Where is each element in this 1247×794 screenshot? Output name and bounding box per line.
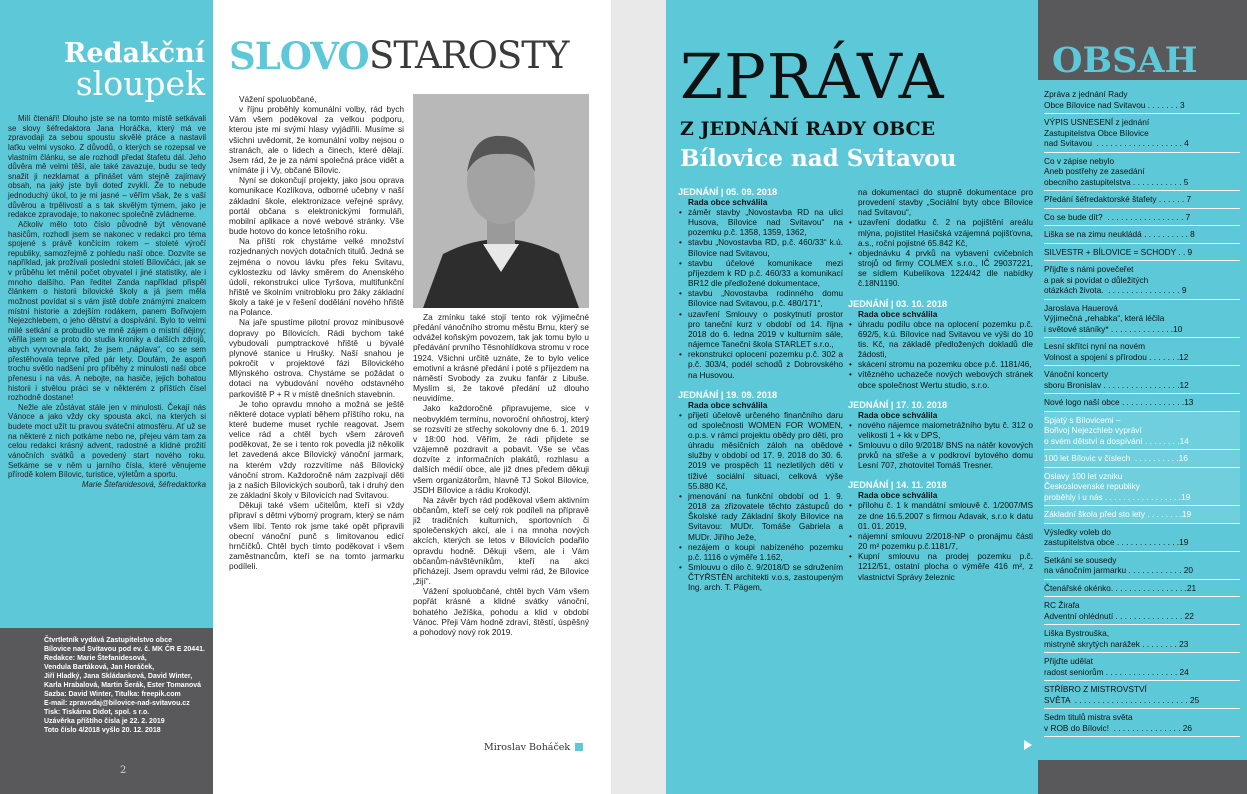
toc-entry[interactable]: Oslavy 100 let vzniku Československé republiky proběhly i u nás . . . . . . . . . . . . . . . . .19 — [1044, 468, 1240, 507]
toc-entry[interactable]: Přijďte udělat radost seniorům . . . . . . . . . . . . . . . . 24 — [1044, 653, 1240, 681]
bullet-icon: • — [849, 500, 852, 511]
toc-entry[interactable]: Přijďte s námi povečeřet a pak si povídat o důležitých otázkách života. . . . . . . . . . . . . . . . . 9 — [1044, 261, 1240, 300]
mayor-paragraph: Děkuji také všem učitelům, kteří si vždy připraví s dětmi výborný program, který se nám všem líbí. Tento rok jsme také opět připravili obecní vánoční punč s limitovanou edicí hrnčíčků. Chtěl bych tímto poděkovat i všem zaměstnancům, kteří se na tomto jarmarku podíleli. — [229, 500, 404, 572]
bullet-icon: • — [849, 318, 852, 329]
resolution-item — [848, 187, 1033, 217]
imprint-line: Bílovice nad Svitavou pod ev. č. MK ČR E 20441. — [44, 646, 205, 653]
resolution-item — [678, 542, 843, 562]
approved-heading: Rada obce schválila — [858, 490, 938, 501]
toc-entry[interactable]: Liška Bystrouška, mistryně skrytých narážek . . . . . . . . 23 — [1044, 625, 1240, 653]
bullet-icon: • — [679, 490, 682, 501]
mayor-column-2 — [413, 312, 589, 637]
editorial-title-line1: Redakční — [63, 38, 205, 69]
meeting-header: JEDNÁNÍ | 14. 11. 2018 — [848, 480, 947, 491]
imprint-line: Jiří Hladký, Jana Skládanková, David Winter, — [44, 673, 193, 680]
resolution-text: rekonstrukci oplocení pozemku p.č. 302 a p.č. 303/4, podél schodů z Dobrovského na Husovou. — [688, 349, 843, 380]
mayor-paragraph: v říjnu proběhly komunální volby, rád bych Vám všem poděkoval za velkou podporu, kterou jste mi svými hlasy vyjádřili. Musíme si všichni uvědomit, že komunální volby nejsou o stranách, ale o lidech a činech, které dělají. Jsem rád, že je za námi společná práce vidět a vnímáte ji i Vy, občané Bílovic. — [229, 104, 404, 176]
toc-entry[interactable]: Vánoční koncerty sboru Bronislav . . . . . . . . . . . . . . . . .12 — [1044, 366, 1240, 394]
approved-heading: Rada obce schválila — [858, 308, 938, 319]
resolution-item — [678, 349, 843, 379]
toc-entry[interactable]: RC Žirafa Adventní ohlédnutí . . . . . . . . . . . . . . . 22 — [1044, 597, 1240, 625]
meeting-header: JEDNÁNÍ | 03. 10. 2018 — [848, 298, 948, 309]
imprint-line: Uzávěrka příštího čísla je 22. 2. 2019 — [44, 718, 165, 725]
imprint-line: Vendula Bartáková, Jan Horáček, — [44, 664, 155, 671]
editorial-title-line2: sloupek — [75, 64, 205, 103]
approved-heading: Rada obce schválila — [858, 409, 938, 420]
report-column-1 — [678, 187, 843, 592]
toc-entry[interactable]: Spjatý s Bílovicemi – Bořivoj Nejezchleb vypráví o svém dětství a dospívání . . . . . . . .14 — [1044, 412, 1240, 451]
resolution-text: vítězného uchazeče nových webových stránek obce společnost Wertu studio, s.r.o. — [858, 369, 1033, 390]
toc-entry[interactable]: VÝPIS USNESENÍ z jednání Zastupitelstva Obce Bílovice nad Svitavou . . . . . . . . . . . . . . . . . . . 4 — [1044, 114, 1240, 153]
mayor-paragraph: Na jaře spustíme pilotní provoz minibusové dopravy po Bílovicích. Rádi bychom také vybudovali pumptrackové hřiště u bývalé plynové stanice u Hrušky. Naší snahou je pokročit v projektové fázi Bílovického Mlýnského ostrova. Chystáme se požádat o dotaci na vybudování nového odstavného parkoviště P + R v místě dnešních stavebnin. — [229, 317, 404, 399]
bullet-icon: • — [679, 207, 682, 217]
imprint-line: Čtvrtletník vydává Zastupitelstvo obce — [44, 637, 172, 644]
bullet-icon: • — [679, 257, 682, 268]
toc-entry[interactable]: 100 let Bílovic v číslech . . . . . . . . . .16 — [1044, 450, 1240, 468]
resolution-text: jmenování na funkční období od 1. 9. 2018 za zřizovatele těchto zástupců do Školské rady Základní školy Bílovice na Svitavou: MUDr. Tomáše Gabriela a MUDr. Jiřího Ježe, — [688, 490, 843, 542]
resolution-text: uzavření Smlouvy o poskytnutí prostor pro taneční kurz v období od 14. října 2018 do 6. ledna 2019 v kulturním sále, nájemce Taneční škola STARLET s.r.o., — [688, 308, 843, 350]
imprint-line: Tisk: Tiskárna Didot, spol. s r.o. — [44, 709, 150, 716]
resolution-text: stavbu „Novostavba RD, p.č. 460/33“ k.ú. Bílovice nad Svitavou, — [688, 237, 843, 258]
bullet-icon: • — [679, 308, 682, 319]
report-title-sub: Bílovice nad Svitavou — [680, 145, 957, 172]
meeting-header: JEDNÁNÍ | 19. 09. 2018 — [678, 389, 778, 400]
resolution-item — [678, 309, 843, 350]
resolution-text: Smlouvu o dílo 9/2018/ BNS na nátěr kovových prvků na střeše a v podkroví bytového domu Lesní 707, zhotovitel Tomáš Tresner. — [858, 439, 1033, 471]
resolution-text: uzavření dodatku č. 2 na pojištění areálu mlýna, pojistitel Hasičská vzájemná pojišťovna, a.s., roční pojistné 65.842 Kč, — [858, 217, 1033, 248]
resolution-text: skácení stromu na pozemku obce p.č. 1181/46, — [858, 359, 1032, 370]
bullet-icon: • — [679, 349, 682, 360]
bullet-icon: • — [849, 530, 852, 541]
resolution-text: nového nájemce malometrážního bytu č. 312 o velikosti 1 + kk v DPS, — [858, 419, 1033, 440]
resolution-item — [678, 207, 843, 237]
bullet-icon: • — [679, 562, 682, 572]
meeting-header: JEDNÁNÍ | 05. 09. 2018 — [678, 187, 778, 197]
mayor-photo — [413, 94, 589, 308]
mayor-paragraph: Na příští rok chystáme velké množství rozjednaných nových dotačních titulů. Jedná se zejména o novou lávku přes řeku Svitavu, cyklostezku od lávky směrem do Anenského údolí, rekonstrukci ulice Tyršova, multifunkční hřiště ve školním vnitrobloku pro žáky základní školy a také je v řešení dodělání nového hřiště na Polance. — [229, 236, 404, 318]
toc-entry[interactable]: Předání šéfredaktorské štafety . . . . . . 7 — [1044, 191, 1240, 209]
bullet-icon: • — [849, 439, 852, 450]
toc-title: OBSAH — [1052, 40, 1198, 81]
mayor-paragraph: Je toho opravdu mnoho a možná se ještě některé dotace vyplatí během příštího roku, na které budeme muset rychle reagovat. Jsem velice rád a chtěl bych všem zároveň poděkovat, že se i tento rok povedla již několik let zavedená akce Bílovický vánoční jarmark, na kterém vždy rozzvítíme náš Bílovický vánoční strom. Každoročně nám zazpívají děti ja z našich Bílovických souborů, tak i druhý den ze základní školy v Bílovicích nad Svitavou. — [229, 398, 404, 501]
mayor-title-light: STAROSTY — [369, 34, 569, 77]
mayor-paragraph: Vážení spoluobčané, — [239, 94, 317, 104]
resolution-item — [848, 217, 1033, 247]
resolution-item — [848, 500, 1033, 530]
toc-entry[interactable]: Sedm titulů mistra světa v ROB do Bílovic! . . . . . . . . . . . . . . . 26 — [1044, 709, 1240, 737]
report-title-mid: Z JEDNÁNÍ RADY OBCE — [680, 118, 936, 140]
mayor-signature: Miroslav Boháček — [484, 742, 571, 753]
resolution-item — [848, 440, 1033, 470]
resolution-item — [678, 562, 843, 592]
mayor-column-1 — [229, 94, 404, 571]
resolution-text: úhradu podílu obce na oplocení pozemku p.č. 692/5, k.ú. Bílovice nad Svitavou ve výši do 10 tis. Kč, na základě předložených dokladů dle žádosti, — [858, 318, 1033, 360]
toc-entry[interactable]: Co se bude dít? . . . . . . . . . . . . . . . . . 7 — [1044, 209, 1240, 227]
bullet-icon: • — [849, 369, 852, 380]
resolution-text: stavbu účelové komunikace mezi příjezdem k RD p.č. 460/33 a komunikací BR12 dle předložené dokumentace, — [688, 257, 843, 289]
report-column-2 — [848, 187, 1033, 582]
end-square — [575, 743, 583, 751]
bullet-icon: • — [679, 541, 682, 552]
resolution-text: Kupní smlouvu na prodej pozemku p.č. 1212/51, ostatní plocha o výměře 416 m², z vlastnictví Správy železnic — [858, 551, 1033, 582]
editorial-intro: Milí čtenáři! Dlouho jste se na tomto místě setkávali se slovy šéfredaktora Jana Horáčka, který má ve zpravodaji za sebou spoustu skvělé práce a nastavil laťku velmi vysoko. Z důvodů, o kterých se rozepsal ve vlastním článku, se ale rozhodl předat štafetu dál. Jeho důvěra mě velmi těší, ale také zavazuje, budu se tedy snažit ji nezklamat a přinášet vám stejně zajímavý obsah, na jaký jste byli doteď zvyklí. Že to nebude jednoduchý úkol, to je mi jasné – věřím však, že s vaší důvěrou a trpělivostí a s tak skvělým týmem, jako je redakce zpravodaje, to nakonec společně zvládneme. — [8, 114, 206, 220]
report-title-big: ZPRÁVA — [680, 40, 945, 113]
mayor-title-bold: SLOVO — [229, 34, 369, 78]
toc-entry[interactable]: Jaroslava Hauerová Výjimečná „rehabka“, která léčila i světové stáníky* . . . . . . . . . . . . . .10 — [1044, 300, 1240, 339]
bullet-icon: • — [849, 217, 852, 228]
resolution-item — [678, 410, 843, 491]
continue-arrow-icon — [1024, 740, 1032, 750]
bullet-icon: • — [849, 359, 852, 370]
resolution-item — [848, 551, 1033, 581]
resolution-text: objednávku 4 prvků na vybavení cvičebních strojů od firmy COLMEX s.r.o., IČ 29037221, se sídlem Kubelíkova 1224/42 dle nabídky č.18N1190. — [858, 247, 1033, 289]
resolution-item — [848, 248, 1033, 289]
page-gutter — [611, 0, 666, 794]
resolution-text: Smlouvu o dílo č. 9/2018/D se sdružením ČTYŘSTĚN architekti v.o.s, zastoupeným Ing. arch. T. Pägem, — [688, 562, 843, 593]
editorial-para3: Nežle ale zůstávat stále jen v minulosti. Čekají nás Vánoce a jako vždy cky spousta akcí, na kterých si budete moct užít tu pravou sváteční atmosféru. Ať už se na některé z nich potkáme nebo ne, přejeu vám tam za celou redakci krásný advent, radostné a klidné prožití vánočních svátků a povedený start nového roku. Setkáme se v něm u jarního čísla, které věnujeme přírodě kolem Bílovic, turistice, výletům a sportu. — [8, 402, 206, 480]
resolution-text: na dokumentaci do stupně dokumentace pro provedení stavby „Sociální byty obce Bílovice nad Svitavou“, — [858, 187, 1033, 218]
resolution-text: nezájem o koupi nabízeného pozemku p.č. 1116 o výměře 1.162, — [688, 541, 843, 562]
bullet-icon: • — [679, 288, 682, 299]
approved-heading: Rada obce schválila — [688, 399, 768, 410]
resolution-item — [848, 531, 1033, 551]
editorial-para2: Ačkoliv mělo toto číslo původně být věnované hasičům, rozhodl jsem se nakonec v redakci pro téma spojené s právě končícím rokem – stoleté výročí republiky, samozřejmě z pohledu naší obce. Dozvíte se například, jak prožívali poslední století Bílovičáci, jak se v průběhu let měnil počet obyvatel i jiné statistiky, ale i mnoho dalšího. Pan ředitel Zanda například přispěl článkem o historii bílovické školy a já jsem měla možnost povídat si s vám jistě dobře známými znalcem místní historie a zdejším rodákem, panem Bořivojem Nejezchlebem, o jeho dětství a dospívání. Bylo to velmi milé setkání a probudilo ve mně zájem o místní dějiny; věřila jsem se proto do studia kroniky a dalších zdrojů, abych vyvrovnala fakt, že jsem „náplava“, co se sem přestěhovala teprve před pár lety. Doufám, že aspoň trochu světlo nadšení pro příběhy z minulosti naší obce přenesu i na vás. A nebojte, na hasiče, jejich bohatou historii i stvělou práci se v některém z příštích čísel rozhodně dostane! — [8, 219, 206, 403]
toc-entry[interactable]: Základní škola před sto lety . . . . . . . .19 — [1044, 506, 1240, 524]
resolution-item — [848, 359, 1033, 369]
imprint — [44, 636, 209, 735]
resolution-text: stavbu „Novostavba rodinného domu Bílovice nad Svitavou, p.č. 480/171“, — [688, 288, 843, 309]
resolution-item — [678, 237, 843, 257]
toc-entry[interactable]: Liška se na zimu neukládá . . . . . . . . . . 8 — [1044, 226, 1240, 244]
resolution-item — [678, 491, 843, 542]
approved-heading: Rada obce schválila — [688, 197, 768, 207]
mayor-paragraph: Nyní se dokončují projekty, jako jsou oprava komunikace Kozlíkova, odborné učebny v naší základní škole, elektronizace veřejné správy, portál občana s elektronickými formuláři, mobilní aplikace a nové webové stránky. Vše bude hotovo do konce letošního roku. — [229, 175, 404, 237]
bullet-icon: • — [679, 409, 682, 420]
meeting-header: JEDNÁNÍ | 17. 10. 2018 — [848, 399, 948, 410]
editorial-signature: Marie Štefanidesová, šéfredaktorka — [81, 479, 206, 489]
toc-entry[interactable]: Lesní skřítci nyní na novém Volnost a spojení s přírodou . . . . . . .12 — [1044, 338, 1240, 366]
resolution-text: nájemní smlouvu 2/2018-NP o pronájmu části 20 m² pozemku p.č.1181/7, — [858, 530, 1033, 552]
toc-entry[interactable]: STŘÍBRO Z MISTROVSTVÍ SVĚTA . . . . . . . . . . . . . . . . . . . . . . . . . 25 — [1044, 681, 1240, 709]
resolution-text: přijetí účelově určeného finančního daru od společnosti WOMEN FOR WOMEN, o.p.s. v rámci projektu obědy pro děti, pro úhradu měsíčních záloh na obědové služby v období od 17. 9. 2018 do 30. 6. 2019 ve prospěch 11 nezletilých dětí v tíživé sociální situaci, celková výše 55.880 Kč, — [688, 409, 843, 491]
resolution-text: přílohu č. 1 k mandátní smlouvě č. 1/2007/MS ze dne 16.5.2007 s firmou Adavak, s.r.o k datu 01. 01. 2019, — [858, 500, 1033, 531]
mayor-paragraph: Jako každoročně připravujeme, sice v neobvyklém termínu, novoroční ohňostroj, který se rozsvítí ze střechy sokolovny dne 6. 1. 2019 v 18:00 hod. Věřím, že rádi přijdete se vzájemně pozdravit a pobavit. Vše se včas dozvíte z informačních plakátů, rozhlasu a dalších médií obce, ale již dnes předem děkuji všem organizátorům, hlavně TJ Sokol Bílovice, JSDH Bílovice a rádiu Krokodýl. — [413, 403, 589, 495]
resolution-item — [678, 288, 843, 308]
bullet-icon: • — [849, 247, 852, 258]
resolution-item — [848, 319, 1033, 360]
toc-items — [1044, 86, 1240, 737]
bullet-icon: • — [849, 551, 852, 562]
toc-entry[interactable]: Co v zápise nebylo Aneb postřehy ze zasedání obecního zastupitelstva . . . . . . . . . . . 5 — [1044, 153, 1240, 192]
toc-entry[interactable]: Výsledky voleb do zastupitelstva obce . . . . . . . . . . . . . .19 — [1044, 524, 1240, 552]
imprint-line: Sazba: David Winter, Titulka: freepik.com — [44, 691, 181, 698]
page-number-left: 2 — [120, 765, 127, 776]
toc-entry[interactable]: Zpráva z jednání Rady Obce Bílovice nad Svitavou . . . . . . . 3 — [1044, 86, 1240, 114]
toc-entry[interactable]: SILVESTR + BÍLOVICE = SCHODY . . 9 — [1044, 244, 1240, 262]
resolution-item — [848, 369, 1033, 389]
imprint-line: Karla Hrabalová, Martin Šerák, Ester Tomanová — [44, 682, 202, 689]
mayor-paragraph: Za zmínku také stojí tento rok výjimečné předání vánočního stromu městu Brnu, který se odvážel koňským povozem, tak jak tomu bylo u předávání prvního Těsnohlídkova stromu v roce 1924. Všichni určitě uznáte, že to bylo velice emotivní a krásné předání i poté s příjezdem na náměstí Svobody za zvuku fanfár z Libuše. Myslím si, že takové předání už dlouho neuvidíme. — [413, 312, 589, 404]
bullet-icon: • — [679, 237, 682, 248]
imprint-line: Toto číslo 4/2018 vyšlo 20. 12. 2018 — [44, 727, 161, 734]
bullet-icon: • — [849, 419, 852, 430]
toc-entry[interactable]: Čtenářské okénko. . . . . . . . . . . . . . . . .21 — [1044, 580, 1240, 598]
mayor-paragraph: Na závěr bych rád poděkoval všem aktivním občanům, kteří se celý rok podíleli na přípravě již tradičních kulturních, sportovních či společenských akcí, ale i na mnoha nových akcích, kterých se letos v Bílovicích podařilo opravdu hodně. Děkuji všem, ale i Vám občanům-návštěvníkům, kteří na akci přicházejí. Jsem opravdu velmi rád, že Bílovice „žijí“. — [413, 494, 589, 587]
imprint-line: Redakce: Marie Štefanidesová, — [44, 655, 147, 662]
imprint-line: E-mail: zpravodaj@bilovice-nad-svitavou.cz — [44, 700, 190, 707]
mayor-paragraph: Vážení spoluobčané, chtěl bych Vám všem popřát krásné a klidné svátky vánoční, bohatého Ježíška, pohodu a klid v období Vánoc. Přeji Vám hodně zdraví, štěstí, úspěšný a pohodový nový rok 2019. — [413, 586, 589, 637]
resolution-item — [848, 420, 1033, 440]
resolution-text: záměr stavby „Novostavba RD na ulici Husova, Bílovice nad Svitavou“ na pozemku p.č. 1358, 1359, 1362, — [688, 207, 843, 238]
resolution-item — [678, 258, 843, 288]
toc-entry[interactable]: Setkání se sousedy na vánočním jarmarku . . . . . . . . . . . . 20 — [1044, 552, 1240, 580]
editorial-text — [8, 114, 206, 489]
toc-entry[interactable]: Nové logo naší obce . . . . . . . . . . . . . .13 — [1044, 394, 1240, 412]
